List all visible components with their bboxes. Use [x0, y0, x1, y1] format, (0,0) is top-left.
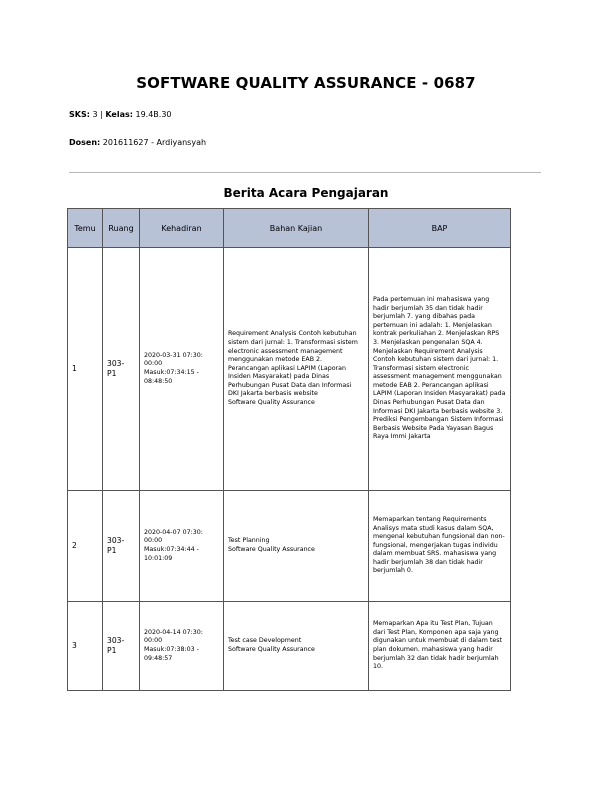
kelas-value: 19.4B.30 — [135, 110, 172, 119]
table-row — [68, 248, 511, 491]
dosen-label: Dosen: — [69, 138, 101, 147]
table-header-row — [68, 209, 511, 248]
kehadiran-cell: 2020-03-31 07:30: 00:00 Masuk:07:34:15 - 08:48:50 — [140, 248, 224, 491]
dosen-value: 201611627 - Ardiyansyah — [102, 138, 207, 147]
kelas-label: Kelas: — [105, 110, 133, 119]
temu-cell: 2 — [68, 491, 103, 602]
sks-label: SKS: — [69, 110, 90, 119]
ruang-cell: 303- P1 — [103, 602, 140, 691]
kehadiran-cell: 2020-04-07 07:30: 00:00 Masuk:07:34:44 - 10:01:09 — [140, 491, 224, 602]
page-title: SOFTWARE QUALITY ASSURANCE - 0687 — [136, 74, 476, 92]
table-row — [68, 491, 511, 602]
header-bahan-kajian: Bahan Kajian — [224, 209, 369, 248]
bap-cell: Memaparkan tentang Requirements Analisys mata studi kasus dalam SQA, mengenal kebutuhan fungsional dan non-fungsional, mengerjakan tugas individu dalam membuat SRS. mahasiswa yang hadir berjumlah 38 dan tidak hadir berjumlah 0. — [369, 491, 511, 602]
header-temu: Temu — [68, 209, 103, 248]
divider — [69, 172, 541, 173]
temu-cell: 1 — [68, 248, 103, 491]
bap-cell: Memaparkan Apa itu Test Plan, Tujuan dari Test Plan, Komponen apa saja yang digunakan untuk membuat di dalam test plan dokumen. mahasiswa yang hadir berjumlah 32 dan tidak hadir berjumlah 10. — [369, 602, 511, 691]
header-ruang: Ruang — [103, 209, 140, 248]
ruang-cell: 303- P1 — [103, 491, 140, 602]
kehadiran-cell: 2020-04-14 07:30: 00:00 Masuk:07:38:03 - 09:48:57 — [140, 602, 224, 691]
header-kehadiran: Kehadiran — [140, 209, 224, 248]
dosen-line — [69, 138, 206, 147]
ruang-cell: 303- P1 — [103, 248, 140, 491]
temu-cell: 3 — [68, 602, 103, 691]
section-title: Berita Acara Pengajaran — [223, 186, 389, 200]
header-bap: BAP — [369, 209, 511, 248]
table-row — [68, 602, 511, 691]
bahan-kajian-cell: Test case Development Software Quality Assurance — [224, 602, 369, 691]
bap-table — [67, 208, 511, 691]
bap-cell: Pada pertemuan ini mahasiswa yang hadir berjumlah 35 dan tidak hadir berjumlah 7. yang dibahas pada pertemuan ini adalah: 1. Menjelaskan kontrak perkuliahan 2. Menjelaskan RPS 3. Menjelaskan pengenalan SQA 4. Menjelaskan Requirement Analysis Contoh kebutuhan sistem dari jurnal: 1. Transformasi sistem electronic assessment management menggunakan metode EAB 2. Perancangan aplikasi LAPIM (Laporan Insiden Masyarakat) pada Dinas Perhubungan Pusat Data dan Informasi DKI Jakarta berbasis website 3. Prediksi Pengembangan Sistem Informasi Berbasis Website Pada Yayasan Bagus Raya Immi Jakarta — [369, 248, 511, 491]
bahan-kajian-cell: Requirement Analysis Contoh kebutuhan sistem dari jurnal: 1. Transformasi sistem electronic assessment management menggunakan metode EAB 2. Perancangan aplikasi LAPIM (Laporan Insiden Masyarakat) pada Dinas Perhubungan Pusat Data dan Informasi DKI Jakarta berbasis website Software Quality Assurance — [224, 248, 369, 491]
bahan-kajian-cell: Test Planning Software Quality Assurance — [224, 491, 369, 602]
sks-kelas-line — [69, 110, 172, 119]
sks-value: 3 | — [92, 110, 106, 119]
